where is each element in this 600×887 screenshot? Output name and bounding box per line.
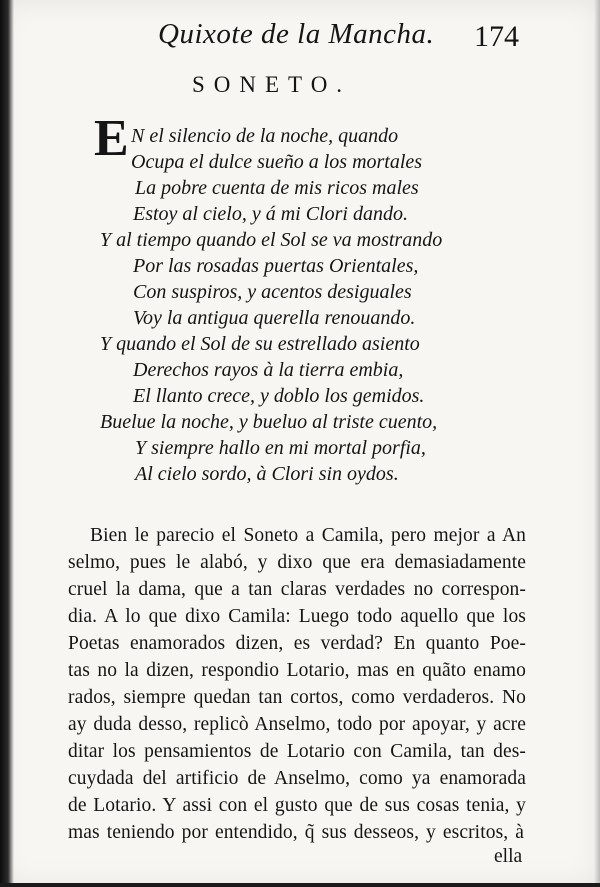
verse-line: Derechos rayos à la tierra embia, xyxy=(133,359,404,381)
page-gutter-shadow xyxy=(0,0,14,887)
poem-title: SONETO. xyxy=(192,72,352,97)
prose-line: dia. A lo que dixo Camila: Luego todo aquello que los xyxy=(68,606,526,627)
prose-line: mas teniendo por entendido, q̃ sus desseos, y escritos, à xyxy=(68,822,524,843)
verse-line: Con suspiros, y acentos desiguales xyxy=(133,281,412,303)
page-bottom-edge xyxy=(0,883,600,887)
page-number: 174 xyxy=(474,20,519,53)
drop-cap: E xyxy=(94,110,129,167)
prose-line: selmo, pues le alabó, y dixo que era demasiadamente xyxy=(68,552,526,573)
prose-line: ditar los pensamientos de Lotario con Camila, tan des- xyxy=(68,741,526,762)
verse-line: Y siempre hallo en mi mortal porfia, xyxy=(135,437,426,459)
verse-line: Al cielo sordo, à Clori sin oydos. xyxy=(135,463,399,485)
verse-line: Y quando el Sol de su estrellado asiento xyxy=(100,333,420,355)
prose-line: cuydada del artificio de Anselmo, como ya enamorada xyxy=(68,768,526,789)
verse-line: El llanto crece, y doblo los gemidos. xyxy=(133,385,425,407)
prose-line: tas no la dizen, respondio Lotario, mas en quãto enamo xyxy=(68,660,526,681)
verse-line: La pobre cuenta de mis ricos males xyxy=(135,177,419,199)
verse-line: Buelue la noche, y bueluo al triste cuento, xyxy=(100,411,438,433)
verse-line: Y al tiempo quando el Sol se va mostrando xyxy=(100,229,443,251)
verse-line: Voy la antigua querella renouando. xyxy=(133,307,416,329)
running-title: Quixote de la Mancha. xyxy=(158,18,435,50)
prose-line: cruel la dama, que a tan claras verdades no correspon- xyxy=(68,579,526,600)
page-edge xyxy=(594,0,600,887)
prose-line: Bien le parecio el Soneto a Camila, pero mejor a An xyxy=(90,525,526,546)
prose-line: de Lotario. Y assi con el gusto que de sus cosas tenia, y xyxy=(68,795,526,816)
catchword: ella xyxy=(494,846,523,867)
verse-line: N el silencio de la noche, quando xyxy=(131,125,399,147)
verse-line: Estoy al cielo, y á mi Clori dando. xyxy=(133,203,408,225)
verse-line: Por las rosadas puertas Orientales, xyxy=(133,255,419,277)
verse-line: Ocupa el dulce sueño a los mortales xyxy=(131,151,423,173)
prose-line: rados, siempre quedan tan cortos, como verdaderos. No xyxy=(68,687,526,708)
prose-line: ay duda desso, replicò Anselmo, todo por apoyar, y acre xyxy=(68,714,526,735)
prose-line: Poetas enamorados dizen, es verdad? En quanto Poe- xyxy=(68,633,526,654)
